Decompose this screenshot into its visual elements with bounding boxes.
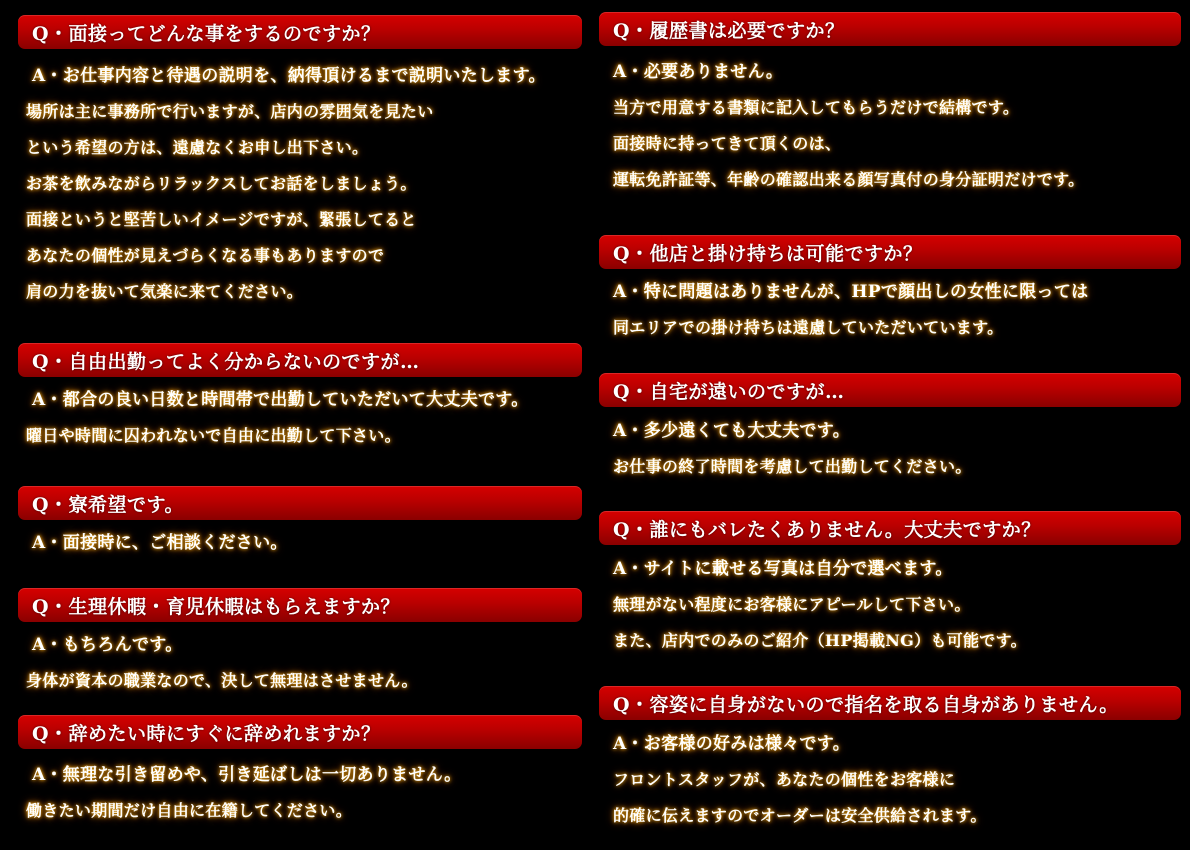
answer-line: フロントスタッフが、あなたの個性をお客様に bbox=[613, 770, 956, 789]
question-heading: Q・履歴書は必要ですか？ bbox=[599, 12, 1181, 46]
answer-line: また、店内でのみのご紹介（HP掲載NG）も可能です。 bbox=[613, 631, 1027, 650]
question-heading: Q・面接ってどんな事をするのですか？ bbox=[18, 15, 582, 49]
answer-line: 当方で用意する書類に記入してもらうだけで結構です。 bbox=[613, 98, 1020, 117]
question-heading: Q・生理休暇・育児休暇はもらえますか？ bbox=[18, 588, 582, 622]
answer-line: あなたの個性が見えづらくなる事もありますので bbox=[26, 246, 385, 265]
answer-line: 同エリアでの掛け持ちは遠慮していただいています。 bbox=[613, 318, 1004, 337]
answer-line: A・サイトに載せる写真は自分で選べます。 bbox=[613, 559, 953, 579]
faq-item-dormitory bbox=[18, 486, 582, 561]
answer-line: 面接というと堅苦しいイメージですが、緊張してると bbox=[26, 210, 417, 229]
question-heading: Q・寮希望です。 bbox=[18, 486, 582, 520]
faq-item-privacy bbox=[599, 511, 1181, 659]
answer-line: A・多少遠くても大丈夫です。 bbox=[613, 421, 851, 441]
faq-item-quit bbox=[18, 715, 582, 829]
answer-line: 的確に伝えますのでオーダーは安全供給されます。 bbox=[613, 806, 987, 825]
answer-line: 運転免許証等、年齢の確認出来る顔写真付の身分証明だけです。 bbox=[613, 170, 1085, 189]
question-heading: Q・辞めたい時にすぐに辞めれますか？ bbox=[18, 715, 582, 749]
faq-item-leave bbox=[18, 588, 582, 699]
faq-item-appearance bbox=[599, 686, 1181, 834]
answer-line: A・お仕事内容と待遇の説明を、納得頂けるまで説明いたします。 bbox=[32, 66, 546, 86]
faq-item-far-home bbox=[599, 373, 1181, 485]
answer-line: 曜日や時間に囚われないで自由に出勤して下さい。 bbox=[26, 426, 401, 445]
answer-line: 面接時に持ってきて頂くのは、 bbox=[613, 134, 842, 153]
question-heading: Q・自宅が遠いのですが… bbox=[599, 373, 1181, 407]
answer-line: A・必要ありません。 bbox=[613, 62, 784, 82]
answer-line: お茶を飲みながらリラックスしてお話をしましょう。 bbox=[26, 174, 417, 193]
answer-line: A・無理な引き留めや、引き延ばしは一切ありません。 bbox=[32, 765, 462, 785]
answer-line: 身体が資本の職業なので、決して無理はさせません。 bbox=[26, 671, 418, 690]
faq-item-interview bbox=[18, 15, 582, 310]
faq-item-free-attendance bbox=[18, 343, 582, 454]
question-heading: Q・自由出勤ってよく分からないのですが… bbox=[18, 343, 582, 377]
faq-item-other-shop bbox=[599, 235, 1181, 346]
answer-line: A・お客様の好みは様々です。 bbox=[613, 734, 851, 754]
answer-line: という希望の方は、遠慮なくお申し出下さい。 bbox=[26, 138, 369, 157]
question-heading: Q・容姿に自身がないので指名を取る自身がありません。 bbox=[599, 686, 1181, 720]
answer-line: A・都合の良い日数と時間帯で出勤していただいて大丈夫です。 bbox=[32, 390, 529, 410]
answer-line: 場所は主に事務所で行いますが、店内の雰囲気を見たい bbox=[26, 102, 434, 121]
answer-line: A・特に問題はありませんが、HPで顔出しの女性に限っては bbox=[613, 282, 1089, 302]
answer-line: 無理がない程度にお客様にアピールして下さい。 bbox=[613, 595, 971, 614]
question-heading: Q・他店と掛け持ちは可能ですか？ bbox=[599, 235, 1181, 269]
answer-line: 肩の力を抜いて気楽に来てください。 bbox=[26, 282, 304, 301]
question-heading: Q・誰にもバレたくありません。大丈夫ですか？ bbox=[599, 511, 1181, 545]
faq-item-resume bbox=[599, 12, 1181, 198]
answer-line: お仕事の終了時間を考慮して出勤してください。 bbox=[613, 457, 972, 476]
answer-line: A・面接時に、ご相談ください。 bbox=[32, 533, 288, 553]
answer-line: 働きたい期間だけ自由に在籍してください。 bbox=[26, 801, 353, 820]
answer-line: A・もちろんです。 bbox=[32, 635, 183, 655]
